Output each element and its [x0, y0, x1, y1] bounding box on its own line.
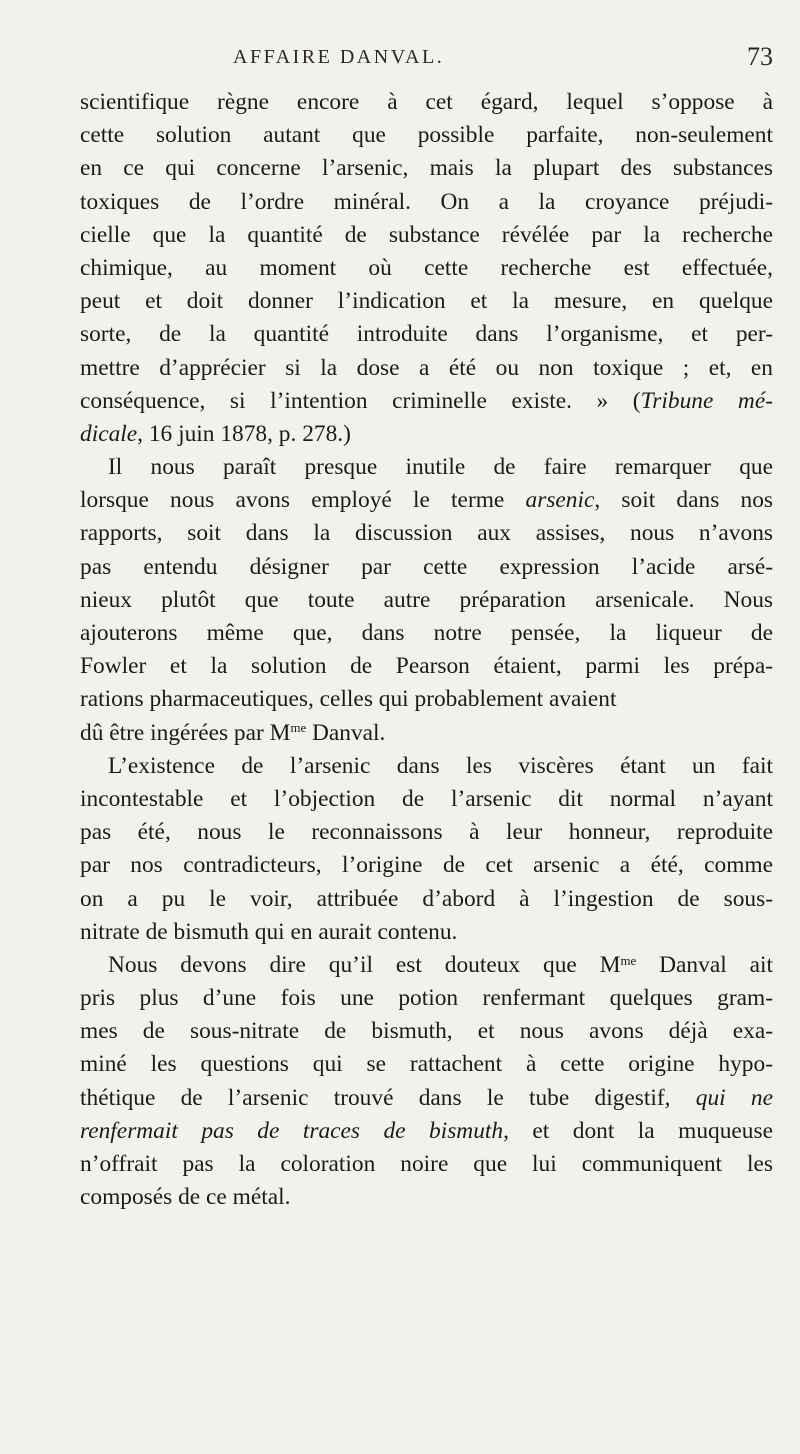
- running-head: AFFAIRE DANVAL.: [233, 46, 445, 68]
- text-segment: dû être ingérées par M: [80, 719, 291, 746]
- text-line: [80, 1181, 773, 1214]
- italic-text: renfermait pas de traces de bismuth: [80, 1117, 504, 1144]
- text-segment: chimique, au moment où cette recherche est effectuée,: [80, 254, 773, 281]
- text-line: [80, 219, 773, 252]
- text-line: [80, 484, 773, 517]
- text-segment: incontestable et l’objection de l’arsenic dit normal n’ayant: [80, 785, 773, 812]
- page-number: 73: [747, 42, 773, 71]
- text-line: [80, 750, 773, 783]
- text-line: [80, 584, 773, 617]
- text-line: [80, 916, 773, 949]
- text-line: [80, 982, 773, 1015]
- text-segment: pas entendu désigner par cette expression l’acide arsé-: [80, 553, 773, 580]
- text-segment: Danval.: [306, 719, 386, 746]
- text-line: [80, 1148, 773, 1181]
- text-segment: nieux plutôt que toute autre préparation arsenicale. Nous: [80, 586, 773, 613]
- text-segment: thétique de l’arsenic trouvé dans le tube digestif,: [80, 1084, 696, 1111]
- italic-text: qui ne: [695, 1084, 773, 1111]
- text-segment: cielle que la quantité de substance révélée par la recherche: [80, 221, 773, 248]
- text-line: [80, 1082, 773, 1115]
- text-line: [80, 86, 773, 119]
- text-segment: en ce qui concerne l’arsenic, mais la plupart des substances: [80, 155, 773, 182]
- text-segment: rapports, soit dans la discussion aux assises, nous n’avons: [80, 520, 773, 547]
- text-line: [80, 451, 773, 484]
- text-segment: pris plus d’une fois une potion renfermant quelques gram-: [80, 985, 773, 1012]
- text-segment: Il nous paraît presque inutile de faire remarquer que: [108, 454, 773, 481]
- text-segment: lorsque nous avons employé le terme: [80, 487, 526, 514]
- text-segment: rations pharmaceutiques, celles qui probablement avaient: [80, 686, 617, 713]
- text-segment: sorte, de la quantité introduite dans l’organisme, et per-: [80, 321, 773, 348]
- text-segment: L’existence de l’arsenic dans les viscères étant un fait: [108, 752, 773, 779]
- text-segment: Fowler et la solution de Pearson étaient, parmi les prépa-: [80, 653, 773, 680]
- text-line: [80, 1015, 773, 1048]
- text-segment: pas été, nous le reconnaissons à leur honneur, reproduite: [80, 819, 773, 846]
- page-header: [80, 42, 773, 82]
- text-line: [80, 650, 773, 683]
- italic-text: dicale: [80, 420, 138, 447]
- text-line: [80, 252, 773, 285]
- text-segment: mes de sous-nitrate de bismuth, et nous avons déjà exa-: [80, 1018, 773, 1045]
- text-segment: , et dont la muqueuse: [503, 1117, 773, 1144]
- text-segment: on a pu le voir, attribuée d’abord à l’ingestion de sous-: [80, 885, 773, 912]
- text-segment: composés de ce métal.: [80, 1184, 291, 1211]
- text-line: [80, 186, 773, 219]
- text-line: [80, 1115, 773, 1148]
- text-segment: ajouterons même que, dans notre pensée, la liqueur de: [80, 620, 773, 646]
- text-segment: miné les questions qui se rattachent à cette origine hypo-: [80, 1051, 773, 1078]
- text-line: [80, 119, 773, 152]
- text-line: [80, 849, 773, 882]
- text-line: [80, 1048, 773, 1081]
- text-segment: par nos contradicteurs, l’origine de cet arsenic a été, comme: [80, 852, 773, 879]
- text-line: [80, 816, 773, 849]
- text-segment: scientifique règne encore à cet égard, lequel s’oppose à: [80, 89, 773, 115]
- text-line: [80, 385, 773, 418]
- text-line: [80, 152, 773, 185]
- text-segment: Nous devons dire qu’il est douteux que M: [108, 951, 621, 978]
- text-line: [80, 949, 773, 982]
- text-segment: Danval ait: [636, 951, 773, 978]
- text-line: [80, 617, 773, 650]
- text-segment: conséquence, si l’intention criminelle existe. » (: [80, 387, 641, 414]
- body-text: [80, 86, 773, 1214]
- text-line: [80, 285, 773, 318]
- superscript-abbrev: me: [290, 721, 307, 736]
- text-segment: , 16 juin 1878, p. 278.): [137, 420, 351, 447]
- text-segment: mettre d’apprécier si la dose a été ou non toxique ; et, en: [80, 354, 773, 381]
- text-line: [80, 683, 773, 716]
- text-segment: cette solution autant que possible parfaite, non-seulement: [80, 122, 773, 149]
- text-line: [80, 352, 773, 385]
- text-line: [80, 318, 773, 351]
- text-line: [80, 883, 773, 916]
- text-line: [80, 418, 773, 451]
- text-line: [80, 717, 773, 750]
- text-line: [80, 783, 773, 816]
- text-segment: nitrate de bismuth qui en aurait contenu.: [80, 918, 458, 945]
- text-segment: , soit dans nos: [594, 487, 773, 514]
- text-segment: peut et doit donner l’indication et la mesure, en quelque: [80, 288, 773, 315]
- italic-text: arsenic: [525, 487, 595, 514]
- superscript-abbrev: me: [620, 953, 637, 968]
- text-line: [80, 551, 773, 584]
- italic-text: Tribune mé-: [640, 387, 773, 414]
- text-line: [80, 517, 773, 550]
- text-segment: toxiques de l’ordre minéral. On a la croyance préjudi-: [80, 188, 773, 215]
- text-segment: n’offrait pas la coloration noire que lui communiquent les: [80, 1151, 773, 1177]
